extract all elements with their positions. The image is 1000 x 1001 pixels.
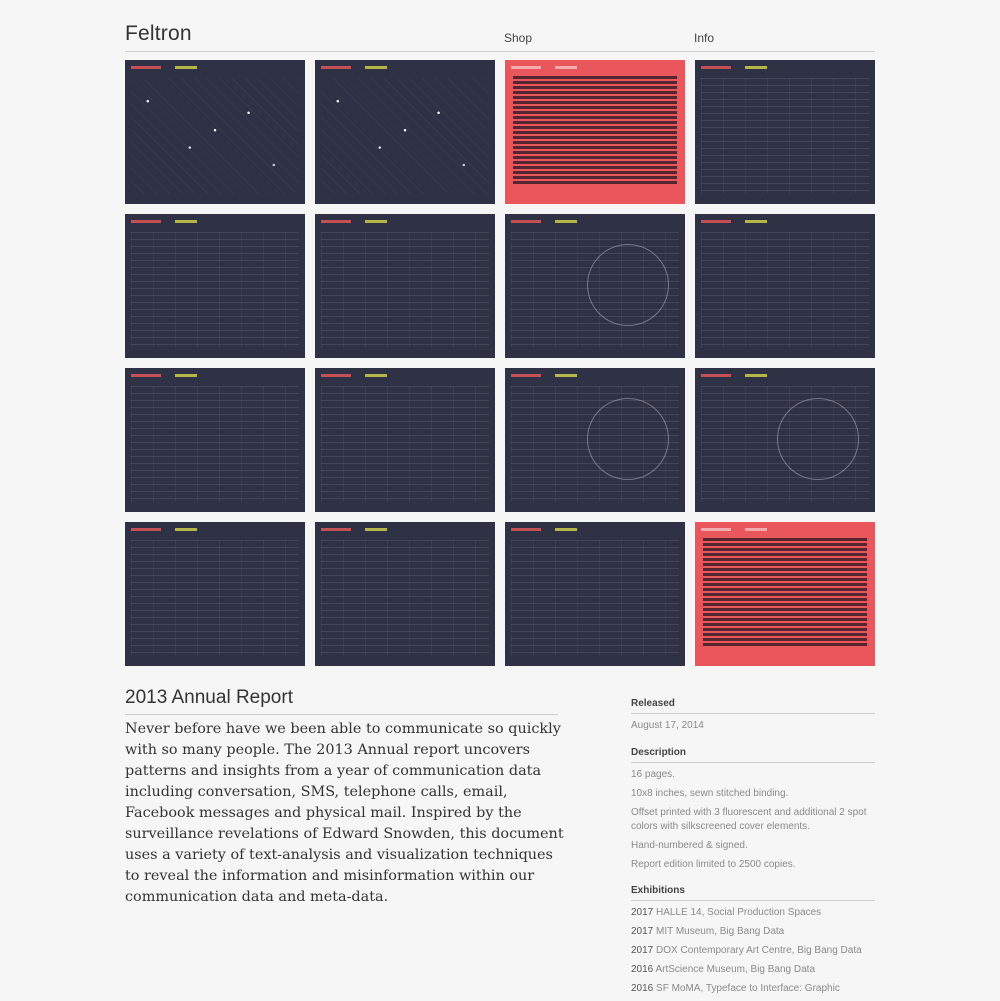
thumbnail-header-mark bbox=[701, 66, 731, 69]
thumbnail-graphic bbox=[131, 386, 299, 502]
site-logo[interactable]: Feltron bbox=[125, 22, 192, 45]
site-header bbox=[125, 20, 875, 52]
released-heading: Released bbox=[631, 698, 875, 714]
thumbnail-header-mark bbox=[511, 66, 541, 69]
exhibitions-list bbox=[631, 906, 875, 996]
thumbnail-header-mark bbox=[745, 66, 767, 69]
description-heading: Description bbox=[631, 747, 875, 763]
report-page-thumbnail[interactable] bbox=[505, 60, 685, 204]
description-item: Report edition limited to 2500 copies. bbox=[631, 859, 796, 870]
exhibition-item bbox=[631, 944, 875, 958]
thumbnail-header-mark bbox=[321, 374, 351, 377]
description-item: Offset printed with 3 fluorescent and additional 2 spot colors with silkscreened cover elements. bbox=[631, 807, 867, 832]
exhibition-item bbox=[631, 925, 875, 939]
thumbnail-graphic bbox=[701, 78, 869, 194]
report-page-thumbnail[interactable] bbox=[695, 368, 875, 512]
thumbnail-graphic bbox=[701, 386, 869, 502]
exhibitions-heading: Exhibitions bbox=[631, 885, 875, 901]
thumbnail-graphic bbox=[131, 232, 299, 348]
exhibition-item bbox=[631, 963, 875, 977]
thumbnail-graphic bbox=[511, 386, 679, 502]
report-page-thumbnail[interactable] bbox=[315, 60, 495, 204]
report-description: Never before have we been able to communicate so quickly with so many people. The 2013 Annual report uncovers patterns and insights from a year of communication data including conversation, SMS, telephone calls, email, Facebook messages and physical mail. Inspired by the surveillance revelations of Edward Snowden, this document uses a variety of text-analysis and visualization techniques to reveal the information and misinformation within our communication data and meta-data. bbox=[125, 721, 564, 905]
thumbnail-header-mark bbox=[511, 374, 541, 377]
exhibition-name: ArtScience Museum, Big Bang Data bbox=[655, 964, 816, 975]
thumbnail-header-mark bbox=[701, 528, 731, 531]
thumbnail-header-mark bbox=[321, 220, 351, 223]
thumbnail-header-mark bbox=[321, 66, 351, 69]
exhibition-item bbox=[631, 906, 875, 920]
released-section bbox=[631, 698, 875, 733]
thumbnail-header-mark bbox=[701, 374, 731, 377]
thumbnail-header-mark bbox=[555, 374, 577, 377]
report-page-thumbnail[interactable] bbox=[505, 214, 685, 358]
report-page-thumbnail[interactable] bbox=[505, 368, 685, 512]
thumbnail-graphic bbox=[321, 78, 489, 194]
thumbnail-header-mark bbox=[131, 374, 161, 377]
exhibition-name: DOX Contemporary Art Centre, Big Bang Data bbox=[656, 945, 862, 956]
report-page-thumbnail[interactable] bbox=[315, 522, 495, 666]
thumbnail-graphic bbox=[701, 232, 869, 348]
report-page-thumbnail[interactable] bbox=[125, 368, 305, 512]
thumbnail-graphic bbox=[511, 540, 679, 656]
thumbnail-header-mark bbox=[745, 528, 767, 531]
thumbnail-graphic bbox=[513, 76, 677, 184]
thumbnail-header-mark bbox=[745, 220, 767, 223]
description-item: 16 pages. bbox=[631, 769, 675, 780]
thumbnail-header-mark bbox=[131, 66, 161, 69]
thumbnail-header-mark bbox=[511, 220, 541, 223]
thumbnail-header-mark bbox=[555, 66, 577, 69]
thumbnail-header-mark bbox=[175, 528, 197, 531]
thumbnail-graphic bbox=[131, 540, 299, 656]
thumbnail-header-mark bbox=[701, 220, 731, 223]
thumbnail-header-mark bbox=[175, 66, 197, 69]
exhibition-year: 2016 bbox=[631, 983, 654, 994]
report-page-thumbnail[interactable] bbox=[125, 522, 305, 666]
thumbnail-header-mark bbox=[175, 374, 197, 377]
exhibition-item bbox=[631, 982, 875, 996]
report-page-thumbnail[interactable] bbox=[695, 214, 875, 358]
thumbnail-graphic bbox=[703, 538, 867, 646]
thumbnail-header-mark bbox=[131, 528, 161, 531]
description-item: Hand-numbered & signed. bbox=[631, 840, 748, 851]
exhibitions-section bbox=[631, 885, 875, 1001]
thumbnail-header-mark bbox=[131, 220, 161, 223]
report-page-thumbnail[interactable] bbox=[125, 214, 305, 358]
page-title: 2013 Annual Report bbox=[125, 687, 558, 715]
thumbnail-header-mark bbox=[365, 374, 387, 377]
exhibition-name: SF MoMA, Typeface to Interface: Graphic bbox=[656, 983, 840, 994]
thumbnail-header-mark bbox=[745, 374, 767, 377]
thumbnail-graphic bbox=[131, 78, 299, 194]
thumbnail-graphic bbox=[321, 386, 489, 502]
released-value: August 17, 2014 bbox=[631, 720, 704, 731]
thumbnail-grid bbox=[125, 60, 875, 666]
report-page-thumbnail[interactable] bbox=[125, 60, 305, 204]
description-section bbox=[631, 747, 875, 877]
thumbnail-graphic bbox=[511, 232, 679, 348]
exhibition-year: 2017 bbox=[631, 945, 654, 956]
thumbnail-header-mark bbox=[365, 220, 387, 223]
thumbnail-header-mark bbox=[365, 66, 387, 69]
thumbnail-header-mark bbox=[365, 528, 387, 531]
report-page-thumbnail[interactable] bbox=[695, 522, 875, 666]
thumbnail-header-mark bbox=[555, 220, 577, 223]
exhibition-year: 2017 bbox=[631, 926, 654, 937]
exhibition-name: HALLE 14, Social Production Spaces bbox=[656, 907, 822, 918]
thumbnail-header-mark bbox=[175, 220, 197, 223]
description-item: 10x8 inches, sewn stitched binding. bbox=[631, 788, 789, 799]
report-page-thumbnail[interactable] bbox=[315, 368, 495, 512]
report-page-thumbnail[interactable] bbox=[695, 60, 875, 204]
exhibition-year: 2016 bbox=[631, 964, 654, 975]
thumbnail-graphic bbox=[321, 232, 489, 348]
thumbnail-header-mark bbox=[321, 528, 351, 531]
description-list bbox=[631, 768, 875, 872]
report-page-thumbnail[interactable] bbox=[505, 522, 685, 666]
nav-shop-link[interactable]: Shop bbox=[504, 31, 533, 45]
exhibition-name: MIT Museum, Big Bang Data bbox=[656, 926, 785, 937]
report-page-thumbnail[interactable] bbox=[315, 214, 495, 358]
exhibition-year: 2017 bbox=[631, 907, 654, 918]
thumbnail-header-mark bbox=[511, 528, 541, 531]
nav-info-link[interactable]: Info bbox=[694, 31, 715, 45]
thumbnail-header-mark bbox=[555, 528, 577, 531]
thumbnail-graphic bbox=[321, 540, 489, 656]
